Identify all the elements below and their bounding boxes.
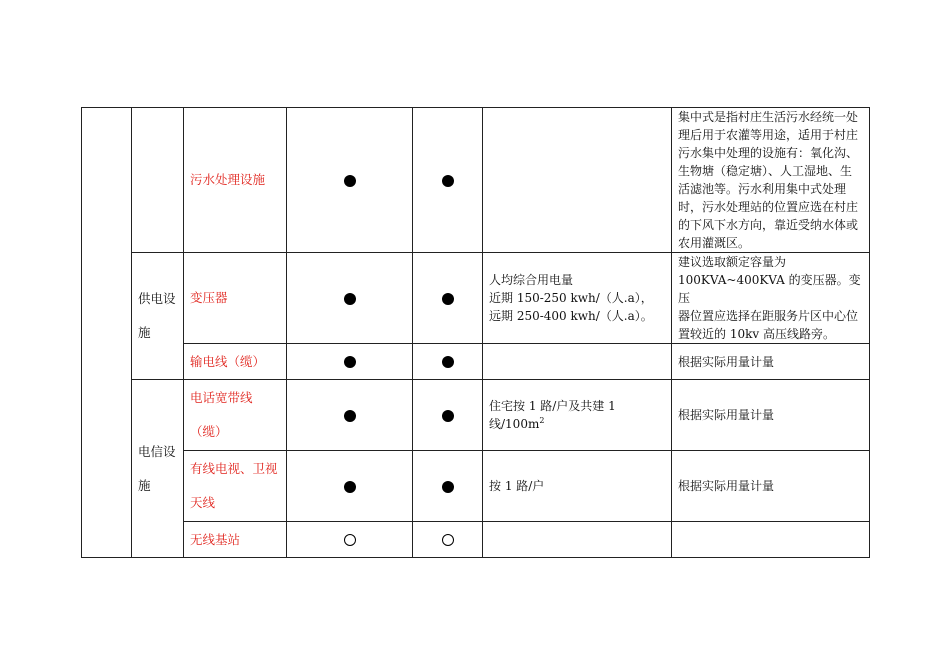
mark-cell-a — [287, 344, 413, 380]
note-broadband: 根据实际用量计量 — [672, 380, 870, 451]
table-row-cable-tv — [82, 451, 870, 522]
note-line: 的下风下水方向，靠近受纳水体或 — [678, 218, 859, 232]
item-line: 有线电视、卫视 — [190, 461, 278, 476]
category-line: 电信设 — [138, 443, 176, 459]
mark-cell-a — [287, 380, 413, 451]
filled-circle-icon — [344, 175, 356, 187]
item-transformer: 变压器 — [184, 253, 287, 344]
category-telecom — [132, 380, 184, 558]
standard-line: 人均综合用电量 — [489, 273, 574, 287]
table-row-transformer — [82, 253, 870, 344]
item-sewage-treatment: 污水处理设施 — [184, 108, 287, 253]
standard-wireless — [483, 522, 672, 558]
standard-cable-tv: 按 1 路/户 — [483, 451, 672, 522]
note-line: 生物塘（稳定塘）、人工湿地、生 — [678, 164, 853, 178]
item-wireless-station: 无线基站 — [184, 522, 287, 558]
empty-left-cell — [82, 108, 132, 558]
note-line: 置较近的 10kv 高压线路旁。 — [678, 327, 835, 341]
table-row-sewage — [82, 108, 870, 253]
table-row-power-line — [82, 344, 870, 380]
hollow-circle-icon — [442, 534, 454, 546]
mark-cell-a — [287, 253, 413, 344]
note-line: 理后用于农灌等用途，适用于村庄 — [678, 128, 859, 142]
note-line: 建议选取额定容量为 — [678, 255, 787, 269]
standard-cell-empty — [483, 108, 672, 253]
standard-text: 住宅按 1 路/户及共建 1 线/100m — [489, 399, 616, 431]
note-transformer — [672, 253, 870, 344]
note-line: 时，污水处理站的位置应选在村庄 — [678, 200, 859, 214]
note-line: 活滤池等。污水利用集中式处理 — [678, 182, 847, 196]
item-cable-tv — [184, 451, 287, 522]
table-row-wireless — [82, 522, 870, 558]
note-line: 集中式是指村庄生活污水经统一处 — [678, 110, 859, 124]
mark-cell-a — [287, 522, 413, 558]
filled-circle-icon — [344, 356, 356, 368]
category-line: 供电设 — [138, 291, 176, 306]
filled-circle-icon — [442, 293, 454, 305]
note-power-line: 根据实际用量计量 — [672, 344, 870, 380]
item-line: 电话宽带线 — [190, 390, 253, 405]
filled-circle-icon — [442, 175, 454, 187]
note-cable-tv: 根据实际用量计量 — [672, 451, 870, 522]
standard-transformer — [483, 253, 672, 344]
filled-circle-icon — [442, 356, 454, 368]
mark-cell-a — [287, 451, 413, 522]
note-wireless — [672, 522, 870, 558]
filled-circle-icon — [442, 410, 454, 422]
filled-circle-icon — [344, 293, 356, 305]
item-line: 天线 — [190, 495, 216, 510]
filled-circle-icon — [442, 481, 454, 493]
filled-circle-icon — [344, 481, 356, 493]
item-line: （缆） — [190, 424, 228, 439]
mark-cell-b — [413, 522, 483, 558]
standard-power-line — [483, 344, 672, 380]
mark-cell-b — [413, 108, 483, 253]
standard-line: 远期 250-400 kwh/（人.a）。 — [489, 309, 653, 323]
hollow-circle-icon — [344, 534, 356, 546]
item-broadband — [184, 380, 287, 451]
note-sewage — [672, 108, 870, 253]
note-line: 100KVA~400KVA 的变压器。变压 — [678, 273, 861, 305]
category-line: 施 — [138, 477, 151, 493]
mark-cell-b — [413, 344, 483, 380]
mark-cell-b — [413, 451, 483, 522]
note-line: 器位置应选择在距服务片区中心位 — [678, 309, 859, 323]
note-line: 农用灌溉区。 — [678, 236, 751, 250]
item-power-line: 输电线（缆） — [184, 344, 287, 380]
filled-circle-icon — [344, 410, 356, 422]
mark-cell-b — [413, 253, 483, 344]
superscript: 2 — [539, 416, 545, 425]
infrastructure-table — [81, 107, 870, 558]
standard-line: 近期 150-250 kwh/（人.a）， — [489, 291, 653, 305]
note-line: 污水集中处理的设施有：氧化沟、 — [678, 146, 859, 160]
standard-broadband — [483, 380, 672, 451]
mark-cell-a — [287, 108, 413, 253]
category-line: 施 — [138, 325, 151, 340]
category-cell-empty — [132, 108, 184, 253]
table-row-broadband — [82, 380, 870, 451]
mark-cell-b — [413, 380, 483, 451]
category-power-supply — [132, 253, 184, 380]
